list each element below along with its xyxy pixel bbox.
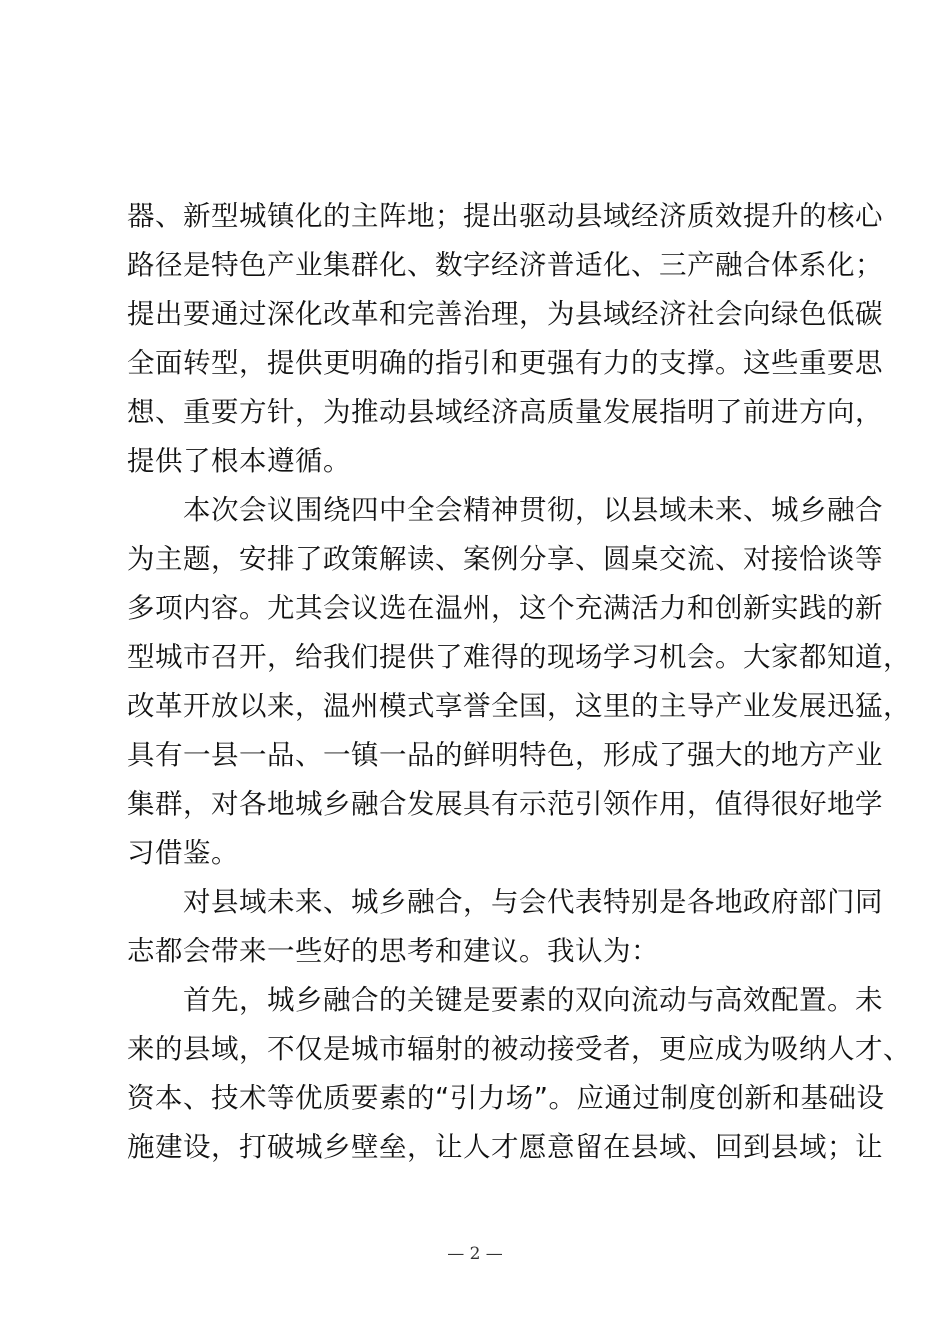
text-line: 为主题，安排了政策解读、案例分享、圆桌交流、对接恰谈等 (127, 543, 883, 575)
text-line: 改革开放以来，温州模式享誉全国，这里的主导产业发展迅猛， (127, 690, 911, 722)
page-number: — 2 — (447, 1244, 503, 1264)
text-line: 想、重要方针，为推动县域经济高质量发展指明了前进方向， (127, 396, 883, 428)
text-line: 集群，对各地城乡融合发展具有示范引领作用，值得很好地学 (127, 788, 883, 820)
text-line: 习借鉴。 (127, 837, 239, 869)
text-line: 多项内容。尤其会议选在温州，这个充满活力和创新实践的新 (127, 592, 883, 624)
paragraph-start-line: 对县域未来、城乡融合，与会代表特别是各地政府部门同 (183, 886, 883, 918)
text-line: 全面转型，提供更明确的指引和更强有力的支撑。这些重要思 (127, 347, 883, 379)
text-line: 型城市召开，给我们提供了难得的现场学习机会。大家都知道， (127, 641, 911, 673)
text-line: 来的县域，不仅是城市辐射的被动接受者，更应成为吸纳人才、 (127, 1033, 911, 1065)
text-line: 路径是特色产业集群化、数字经济普适化、三产融合体系化； (127, 249, 883, 281)
text-line: 具有一县一品、一镇一品的鲜明特色，形成了强大的地方产业 (127, 739, 883, 771)
body-text (127, 192, 911, 1172)
text-line: 提供了根本遵循。 (127, 445, 351, 477)
text-line: 志都会带来一些好的思考和建议。我认为： (127, 935, 659, 967)
paragraph-start-line: 首先，城乡融合的关键是要素的双向流动与高效配置。未 (183, 984, 883, 1016)
text-line: 施建设，打破城乡壁垒，让人才愿意留在县域、回到县域；让 (127, 1131, 883, 1163)
text-line: 资本、技术等优质要素的“引力场”。应通过制度创新和基础设 (127, 1082, 885, 1114)
paragraph-start-line: 本次会议围绕四中全会精神贯彻，以县域未来、城乡融合 (183, 494, 883, 526)
text-line: 器、新型城镇化的主阵地；提出驱动县域经济质效提升的核心 (127, 200, 883, 232)
text-line: 提出要通过深化改革和完善治理，为县域经济社会向绿色低碳 (127, 298, 883, 330)
